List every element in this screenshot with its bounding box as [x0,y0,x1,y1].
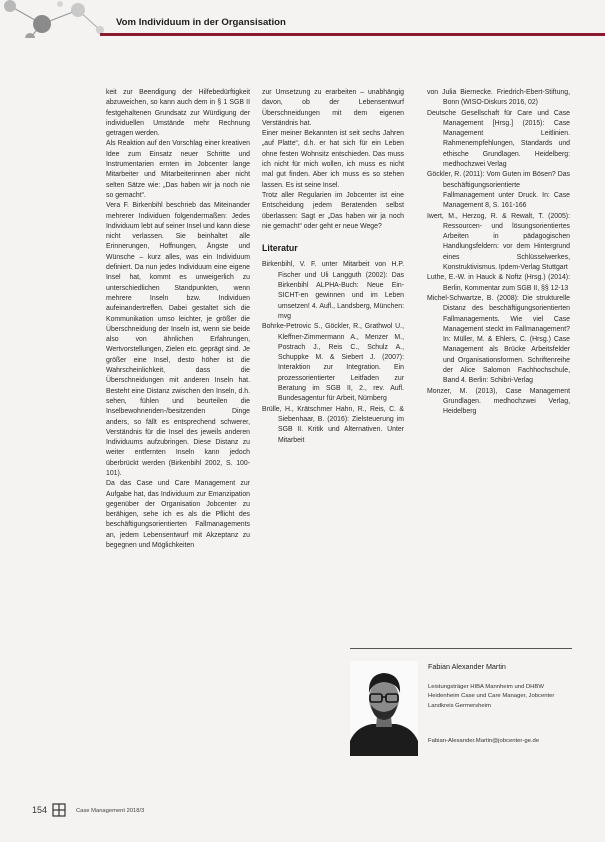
author-portrait [350,661,418,756]
reference-entry: von Julia Biernecke. Friedrich-Ebert-Stiftung, Bonn (WISO-Diskurs 2016, 02) [427,89,570,107]
reference-entry: Brülle, H., Krätschmer Hahn, R., Reis, C. & Siebenhaar, B. (2016): Zielsteuerung im SGB II. Kritik und Alternativen. Unter Mitarbeit [262,405,404,444]
paragraph: Trotz aller Regularien im Jobcenter ist eine Entscheidung jedem Beratenden selbst überlassen: Sagt er „Das haben wir ja noch nie gemacht“ oder geht er neue Wege? [262,191,404,230]
paragraph: Einer meiner Bekannten ist seit sechs Jahren „auf Platte“, d.h. er hat sich für ein Leben ohne festen Wohnsitz entschieden. Das muss ich nicht für mich wollen, ich muss es nicht mal gut finden. Aber ich muss es so stehen lassen. Es ist seine Insel. [262,130,404,189]
reference-entry: Göckler, R. (2011): Vom Guten im Bösen? Das beschäftigungsorientierte Fallmanagement unter Druck. In: Case Management 8, S. 161-166 [427,171,570,210]
reference-entry: Monzer, M. (2013), Case Management Grundlagen. medhochzwei Verlag, Heidelberg [427,387,570,416]
page-number: 154 [32,805,48,815]
literature-heading: Literatur [262,243,298,254]
journal-logo-icon [52,803,66,817]
author-bio: Leistungsträger HIBA Mannheim und DHBW Heidenheim Case und Care Manager, Jobcenter Landkreis Germersheim [428,684,555,709]
author-email: Fabian-Alexander.Martin@jobcenter-ge.de [428,738,540,744]
text-column-3 [427,88,570,418]
reference-entry: Luthe, E.-W. in Hauck & Noftz (Hrsg.) (2014): Berlin, Kommentar zum SGB II, §§ 12-13 [427,274,570,292]
paragraph: Da das Case und Care Management zur Aufgabe hat, das Individuum zur Emanzipation gegenüber der Organisation Jobcenter zu berähigen, sehe ich es als die Pflicht des beschäftigungsorientierten Fallmanagements an, jedem Lebensentwurf mit Akzeptanz zu begegnen und Möglichkeiten [106,480,250,550]
reference-entry: Birkenbihl, V. F. unter Mitarbeit von H.P. Fischer und Uli Langguth (2002): Das Birkenbihl ALPHA-Buch: Neue Ein-SICHT-en gewinnen und im Leben umsetzen! 4. Aufl., Landsberg, München: mvg [262,261,404,320]
header-rule [100,33,605,36]
reference-entry: Deutsche Gesellschaft für Care und Case Management [Hrsg.] (2015): Case Management Leitlinien. Rahmenempfehlungen, Standards und ethische Grundlagen. Heidelberg: medhochzwei Verlag [427,109,570,169]
molecule-decoration [0,0,110,38]
reference-entry: Michel-Schwartze, B. (2008): Die strukturelle Distanz des beschäftigungsorientierten Fallmanagements. Wie viel Case Management steckt im Fallmanagement? In: Müller, M. & Ehlers, C. (Hrsg.) Case Management als Brücke Arbeitsfelder und Organisationsformen. Schriftenreihe der Alice Salomon Fachhochschule, Band 4. Berlin: Schibri-Verlag [427,294,570,385]
running-header [100,13,605,35]
text-column-2 [262,88,404,446]
journal-issue: Case Management 2018/3 [76,808,145,814]
author-divider [350,648,572,649]
page-footer [32,803,232,821]
header-title: Vom Individuum in der Organsisation [116,17,286,28]
paragraph: zur Umsetzung zu erarbeiten – unabhängig davon, ob der Lebensentwurf Überschneidungen mit dem eigenen Verständnis hat. [262,89,404,127]
reference-entry: Bohrke-Petrovic S., Göckler, R., Grathwol U., Kleffner-Zimmermann A., Menzer M., Postrach J., Reis C., Schulz A., Schuppke M. & Siebert J. (2007): Interaktion zur Integration. Ein prozessorientierter Leitfaden zur Beratung im SGB II, 2., rev. Aufl. Bundesagentur für Arbeit, Nürnberg [262,323,404,403]
paragraph: Vera F. Birkenbihl beschrieb das Miteinander mehrerer Individuen folgendermaßen: Jedes Individuum lebt auf seiner Insel und kann diese nicht verlassen. Sie beinhaltet alle Erinnerungen, Hoffnungen, Ängste und Wünsche – kurz alles, was ein Individuum definiert. Da nun jedes Individuum eine eigene Insel hat, kommt es unweigerlich zu unterschiedlichen Standpunkten, wenn mehrere Inseln bzw. Individuen aufeinandertreffen. Dabei gestaltet sich die Kommunikation umso leichter, je größer die Überschneidung der Inseln ist, wenn sie beide also von ähnlichen Erfahrungen, Wertvorstellungen, Zielen etc. geprägt sind. Je größer eine Insel, desto höher ist die Wahrscheinlichkeit, dass die Überschneidungen mit anderen Inseln hat. Besteht eine Distanz zwischen den Inseln, d.h. sehen, fühlen und beurteilen die Inselbewohnenden-/besitzenden Dinge anders, so fällt es entsprechend schwerer, Verständnis für die Insel des jeweils anderen Individuums aufzubringen. Diese Distanz zu weiter entfernten Inseln kann jedoch überbrückt werden (Birkenbihl 2002, S. 100-101). [106,202,250,477]
text-column-1 [106,88,250,551]
author-name: Fabian Alexander Martin [428,662,506,671]
paragraph: Als Reaktion auf den Vorschlag einer kreativen Idee zum Einsatz neuer Schritte und Instrumentarien ernten im Jobcenter lange Mitarbeiter und Mitarbeiterinnen aber nicht selten Sätze wie: „Das haben wir ja noch nie so gemacht“. [106,140,250,199]
paragraph: keit zur Beendigung der Hilfebedürftigkeit abzuweichen, so kann auch dem in § 1 SGB II festgehaltenen Grundsatz zur Würdigung der individuellen Umstände mehr Rechnung getragen werden. [106,89,250,138]
reference-entry: Iwert, M., Herzog, R. & Rewalt, T. (2005): Ressourcen- und lösungsorientiertes Arbeiten in pädagogischen Handlungsfeldern: vor dem Hintergrund eines Schlüsselwerkes, Konstruktivismus. Ipdem-Verlag Stuttgart [427,212,570,272]
author-photo-illustration [350,661,418,756]
